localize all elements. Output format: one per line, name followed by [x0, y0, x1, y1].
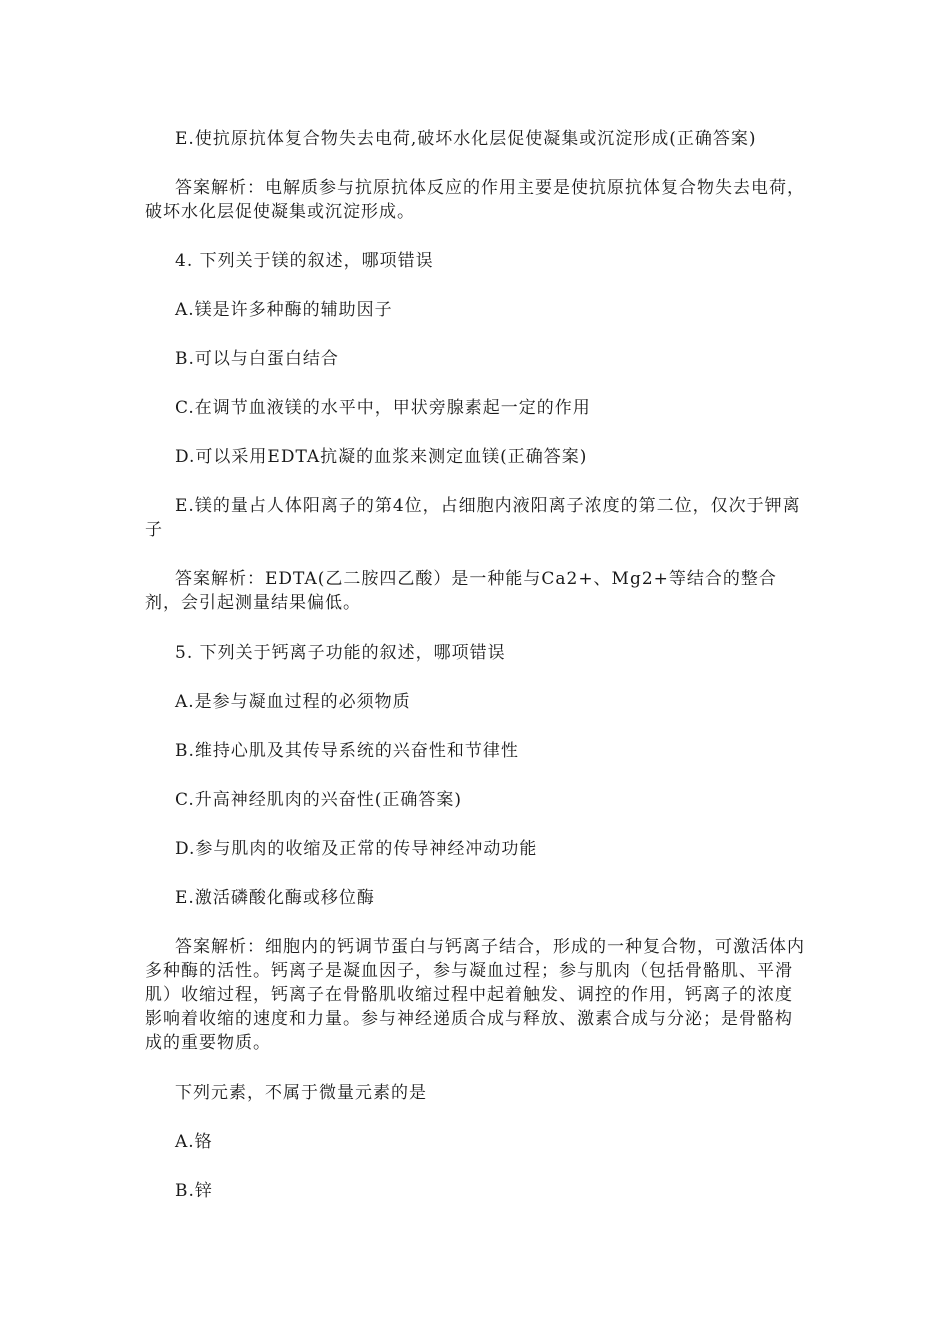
- option-b-q5: B.维持心肌及其传导系统的兴奋性和节律性: [175, 741, 519, 761]
- option-e-q5: E.激活磷酸化酶或移位酶: [175, 888, 375, 908]
- option-c-q4: C.在调节血液镁的水平中，甲状旁腺素起一定的作用: [175, 398, 591, 418]
- option-d-q5: D.参与肌肉的收缩及正常的传导神经冲动功能: [175, 839, 538, 859]
- option-a-q6: A.铬: [175, 1132, 213, 1152]
- question-5: 5. 下列关于钙离子功能的叙述，哪项错误: [175, 643, 506, 663]
- question-4: 4. 下列关于镁的叙述，哪项错误: [175, 251, 434, 271]
- option-e-q4: E.镁的量占人体阳离子的第4位，占细胞内液阳离子浓度的第二位，仅次于钾离子: [145, 496, 801, 540]
- answer-explanation-q3: 答案解析：电解质参与抗原抗体反应的作用主要是使抗原抗体复合物失去电荷，破坏水化层促使凝集或沉淀形成。: [145, 178, 805, 222]
- answer-explanation-q4: 答案解析：EDTA(乙二胺四乙酸）是一种能与Ca2+、Mg2+等结合的整合剂，会引起测量结果偏低。: [145, 569, 777, 613]
- option-a-q4: A.镁是许多种酶的辅助因子: [175, 300, 393, 320]
- option-e-q3: E.使抗原抗体复合物失去电荷,破坏水化层促使凝集或沉淀形成(正确答案): [175, 129, 757, 149]
- option-c-q5: C.升高神经肌肉的兴奋性(正确答案): [175, 790, 463, 810]
- question-6: 下列元素，不属于微量元素的是: [175, 1083, 427, 1103]
- option-a-q5: A.是参与凝血过程的必须物质: [175, 692, 411, 712]
- option-b-q6: B.锌: [175, 1181, 213, 1201]
- answer-explanation-q5: 答案解析：细胞内的钙调节蛋白与钙离子结合，形成的一种复合物，可激活体内多种酶的活性。钙离子是凝血因子，参与凝血过程；参与肌肉（包括骨骼肌、平滑肌）收缩过程，钙离子在骨骼肌收缩过程中起着触发、调控的作用，钙离子的浓度影响着收缩的速度和力量。参与神经递质合成与释放、激素合成与分泌；是骨骼构成的重要物质。: [145, 937, 805, 1053]
- option-d-q4: D.可以采用EDTA抗凝的血浆来测定血镁(正确答案): [175, 447, 588, 467]
- option-b-q4: B.可以与白蛋白结合: [175, 349, 339, 369]
